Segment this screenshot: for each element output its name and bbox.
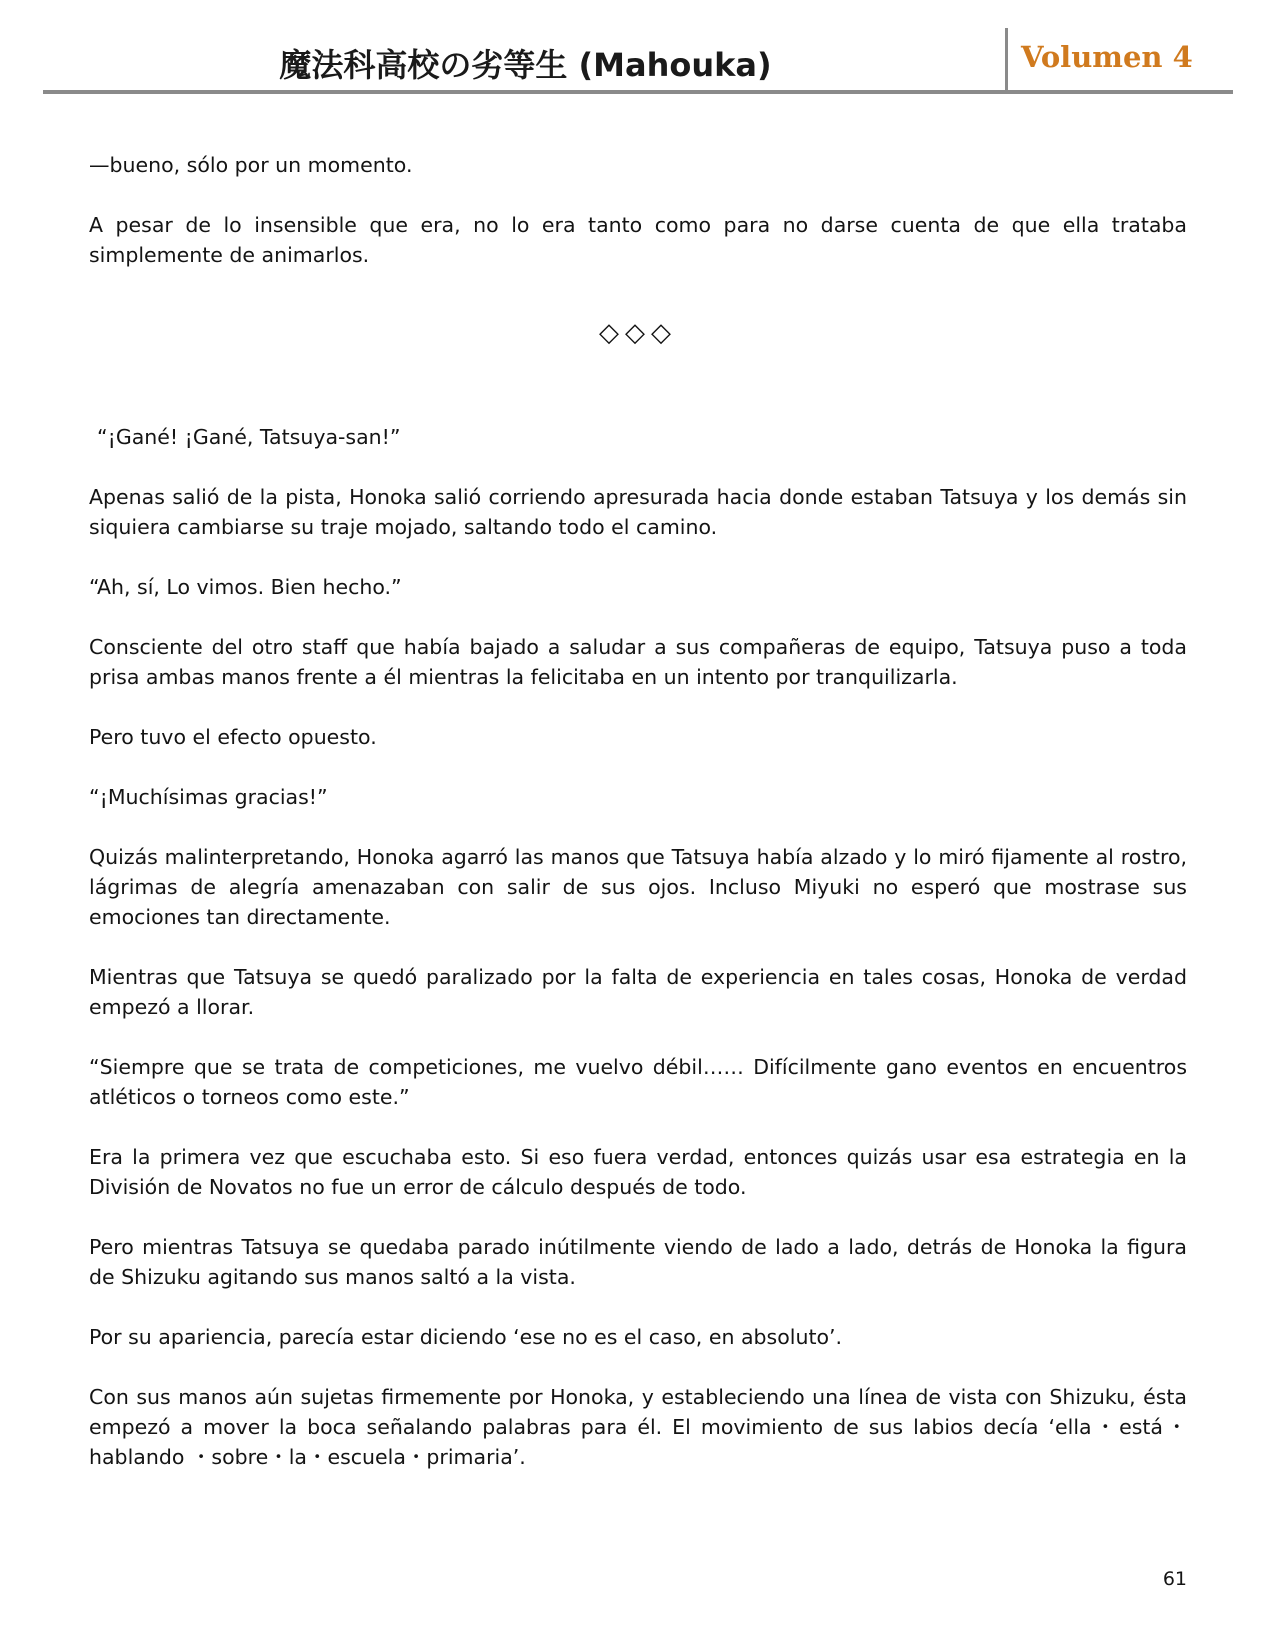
header-rule: [43, 90, 1233, 94]
paragraph: “Ah, sí, Lo vimos. Bien hecho.”: [89, 575, 402, 599]
page-header: [43, 28, 1233, 93]
paragraph: Apenas salió de la pista, Honoka salió corriendo apresurada hacia donde estaban Tatsuya y los demás sin siquiera cambiarse su traje mojado, saltando todo el camino.: [89, 485, 1187, 539]
paragraph: “¡Gané! ¡Gané, Tatsuya-san!”: [97, 425, 401, 449]
paragraph: Con sus manos aún sujetas firmemente por Honoka, y estableciendo una línea de vista con Shizuku, ésta empezó a mover la boca señalando palabras para él. El movimiento de sus labios decía ‘ella・está・hablando ・sobre・la・escuela・primaria’.: [89, 1385, 1187, 1469]
paragraph: Por su apariencia, parecía estar diciendo ‘ese no es el caso, en absoluto’.: [89, 1325, 843, 1349]
paragraph: Mientras que Tatsuya se quedó paralizado por la falta de experiencia en tales cosas, Honoka de verdad empezó a llorar.: [89, 965, 1187, 1019]
paragraph: Quizás malinterpretando, Honoka agarró las manos que Tatsuya había alzado y lo miró fijamente al rostro, lágrimas de alegría amenazaban con salir de sus ojos. Incluso Miyuki no esperó que mostrase sus emociones tan directamente.: [89, 845, 1187, 929]
page-number: 61: [1162, 1568, 1187, 1590]
paragraph: “¡Muchísimas gracias!”: [89, 785, 328, 809]
paragraph: A pesar de lo insensible que era, no lo era tanto como para no darse cuenta de que ella trataba simplemente de animarlos.: [89, 213, 1187, 267]
paragraph: “Siempre que se trata de competiciones, me vuelvo débil…… Difícilmente gano eventos en encuentros atléticos o torneos como este.”: [89, 1055, 1187, 1109]
paragraph: Era la primera vez que escuchaba esto. Si eso fuera verdad, entonces quizás usar esa estrategia en la División de Novatos no fue un error de cálculo después de todo.: [89, 1145, 1187, 1199]
paragraph: Consciente del otro staff que había bajado a saludar a sus compañeras de equipo, Tatsuya puso a toda prisa ambas manos frente a él mientras la felicitaba en un intento por tranquilizarla.: [89, 635, 1187, 689]
paragraph: Pero mientras Tatsuya se quedaba parado inútilmente viendo de lado a lado, detrás de Honoka la figura de Shizuku agitando sus manos saltó a la vista.: [89, 1235, 1187, 1289]
volume-label: Volumen 4: [1021, 40, 1193, 74]
paragraph: —bueno, sólo por un momento.: [89, 153, 413, 177]
page-body: [89, 150, 1187, 1502]
paragraph: Pero tuvo el efecto opuesto.: [89, 725, 377, 749]
book-title: 魔法科高校の劣等生 (Mahouka): [279, 46, 772, 84]
header-divider: [1005, 28, 1008, 92]
scene-separator: ◇◇◇: [599, 318, 677, 348]
